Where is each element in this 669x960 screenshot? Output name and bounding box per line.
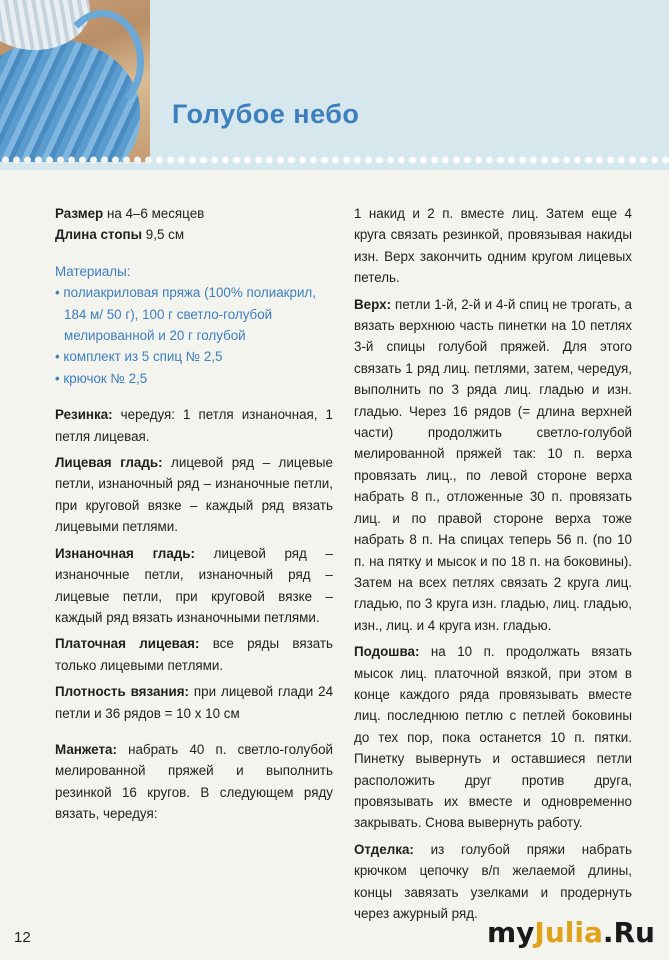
watermark-logo: myJulia.Ru: [486, 916, 655, 949]
cuff-continuation: 1 накид и 2 п. вместе лиц. Затем еще 4 круга связать резинкой, провязывая накиды изн. Верх закончить одним кругом лицевых петель.: [354, 206, 632, 286]
left-column: [55, 203, 333, 825]
size-line: Размер на 4–6 месяцев: [55, 206, 205, 221]
right-column: [354, 203, 632, 924]
materials-heading: Материалы:: [55, 263, 131, 279]
yarn-photo: [0, 0, 150, 162]
dotted-border-photo: [0, 153, 150, 167]
material-item: • комплект из 5 спиц № 2,5: [55, 349, 223, 365]
definition-stockinette: Лицевая гладь: лицевой ряд – лицевые петли, изнаночный ряд – изнаночные петли, при круговой вязке – каждый ряд вязать лицевыми петлями.: [55, 455, 333, 535]
foot-length-line: Длина стопы 9,5 см: [55, 227, 185, 243]
definition-garter: Платочная лицевая: все ряды вязать только лицевыми петлями.: [55, 636, 334, 673]
material-item: • крючок № 2,5: [55, 370, 148, 386]
sole-section: Подошва: на 10 п. продолжать вязать мысок лиц. платочной вязкой, при этом в конце каждого ряда провязывать вместе лиц. последнюю петлю с петлей боковины до тех пор, пока останется 10 п. пятки. Пинетку вывернуть и оставшиеся петли расположить друг против друга, провязывать их вместе и одновременно закрывать. Снова вывернуть работу.: [354, 644, 632, 831]
page-number: 12: [14, 929, 31, 946]
material-item: • полиакриловая пряжа (100% полиакрил, 184 м/ 50 г), 100 г светло-голубой мелированной и 20 г голубой: [55, 285, 316, 344]
top-section: Верх: петли 1-й, 2-й и 4-й спиц не трогать, а вязать верхнюю часть пинетки на 10 петлях 3-й спицы голубой пряжей. Для этого связать 1 ряд лиц. петлями, затем, чередуя, выполнить по 3 ряда лиц. гладью и изн. гладью. Через 16 рядов (= длина верхней части) продолжить светло-голубой мелированной пряжей так: 10 п. верха провязать лиц., по левой стороне верха набрать 8 п., отложенные 30 п. провязать лиц. и по правой стороне верха тоже набрать 8 п. На спицах теперь 56 п. (по 10 п. на пятку и мысок и по 18 п. на боковины). Затем на всех петлях связать 2 круга лиц. гладью, по 3 круга изн. гладью, лиц. гладью, изн., лиц. и 4 круга изн. гладью.: [354, 296, 632, 633]
definition-rib: Резинка: чередуя: 1 петля изнаночная, 1 петля лицевая.: [55, 407, 333, 444]
definition-gauge: Плотность вязания: при лицевой глади 24 петли и 36 рядов = 10 х 10 см: [55, 684, 334, 721]
page-title: Голубое небо: [172, 99, 360, 129]
cuff-section: Манжета: набрать 40 п. светло-голубой мелированной пряжей и выполнить резинкой 16 кругов. В следующем ряду вязать, чередуя:: [55, 741, 333, 822]
finishing-section: Отделка: из голубой пряжи набрать крючком цепочку в/п желаемой длины, концы завязать узелками и продернуть через ажурный ряд.: [354, 841, 632, 921]
definition-reverse-stockinette: Изнаночная гладь: лицевой ряд – изнаночные петли, изнаночный ряд – лицевые петли, при круговой вязке – каждый ряд вязать изнаночными петлями.: [55, 545, 334, 625]
